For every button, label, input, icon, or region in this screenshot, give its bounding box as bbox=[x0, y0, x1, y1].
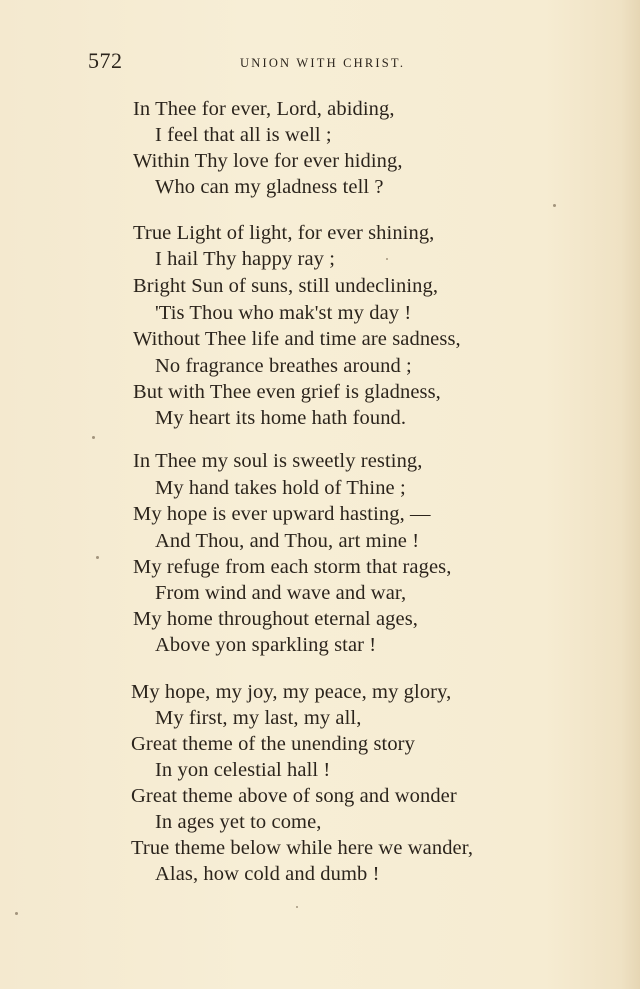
verse-line: Bright Sun of suns, still undeclining, bbox=[133, 275, 439, 297]
verse-line: In ages yet to come, bbox=[155, 811, 322, 833]
verse-line: My refuge from each storm that rages, bbox=[133, 556, 452, 578]
paper-speck bbox=[92, 436, 95, 439]
verse-line: I hail Thy happy ray ; bbox=[155, 248, 336, 270]
verse-line: Great theme of the unending story bbox=[131, 733, 415, 755]
verse-line: 'Tis Thou who mak'st my day ! bbox=[155, 302, 412, 324]
verse-line: My first, my last, my all, bbox=[155, 707, 362, 729]
verse-line: Without Thee life and time are sadness, bbox=[133, 328, 461, 350]
paper-speck bbox=[15, 912, 18, 915]
verse-line: My hope is ever upward hasting, — bbox=[133, 503, 431, 525]
verse-line: And Thou, and Thou, art mine ! bbox=[155, 530, 420, 552]
verse-line: True Light of light, for ever shining, bbox=[133, 222, 435, 244]
verse-line: My heart its home hath found. bbox=[155, 407, 407, 429]
paper-speck bbox=[296, 906, 298, 908]
verse-line: No fragrance breathes around ; bbox=[155, 355, 412, 377]
verse-line: My home throughout eternal ages, bbox=[133, 608, 419, 630]
verse-line: In yon celestial hall ! bbox=[155, 759, 331, 781]
paper-speck bbox=[96, 556, 99, 559]
verse-line: In Thee my soul is sweetly resting, bbox=[133, 450, 423, 472]
verse-line: My hope, my joy, my peace, my glory, bbox=[131, 681, 452, 703]
verse-line: From wind and wave and war, bbox=[155, 582, 407, 604]
verse-line: In Thee for ever, Lord, abiding, bbox=[133, 98, 395, 120]
verse-line: Alas, how cold and dumb ! bbox=[155, 863, 380, 885]
verse-line: I feel that all is well ; bbox=[155, 124, 332, 146]
running-head: UNION WITH CHRIST. bbox=[240, 56, 406, 70]
paper-speck bbox=[386, 258, 388, 260]
verse-line: But with Thee even grief is gladness, bbox=[133, 381, 441, 403]
paper-speck bbox=[553, 204, 556, 207]
verse-line: Great theme above of song and wonder bbox=[131, 785, 457, 807]
page-number: 572 bbox=[88, 48, 123, 73]
verse-line: Above yon sparkling star ! bbox=[155, 634, 377, 656]
verse-line: Within Thy love for ever hiding, bbox=[133, 150, 403, 172]
verse-line: My hand takes hold of Thine ; bbox=[155, 477, 406, 499]
verse-line: Who can my gladness tell ? bbox=[155, 176, 384, 198]
verse-line: True theme below while here we wander, bbox=[131, 837, 474, 859]
